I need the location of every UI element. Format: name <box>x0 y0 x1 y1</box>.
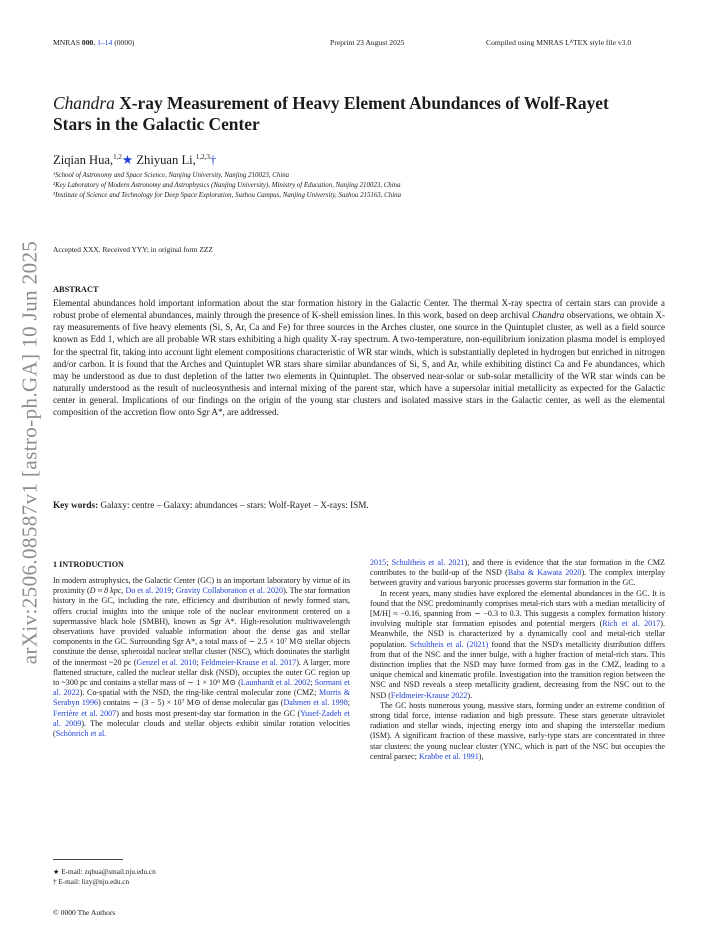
received-line: Accepted XXX. Received YYY; in original form ZZZ <box>53 245 213 254</box>
footnote-rule <box>53 859 123 860</box>
arxiv-stamp: arXiv:2506.08587v1 [astro-ph.GA] 10 Jun 2025 <box>17 240 42 665</box>
running-header-journal: MNRAS 000, 1–14 (0000) <box>53 38 135 47</box>
footnote-email-1: ★ E-mail: zqhua@smail.nju.edu.cn <box>53 868 156 876</box>
section-heading-introduction: 1 INTRODUCTION <box>53 560 124 569</box>
citation-link[interactable]: Morris & Serabyn 1996 <box>53 688 350 708</box>
running-header-style: Compiled using MNRAS LᴬTEX style file v3.0 <box>486 38 632 47</box>
citation-link[interactable]: Genzel et al. 2010 <box>136 657 197 667</box>
citation-link[interactable]: 2015 <box>370 558 387 567</box>
author-list: Ziqian Hua,$^{1,2}$★ Zhiyuan Li,$^{1,2,3}$† <box>53 152 217 167</box>
abstract-heading: ABSTRACT <box>53 285 99 294</box>
affiliation-1: ¹School of Astronomy and Space Science, Nanjing University, Nanjing 210023, China <box>53 172 290 179</box>
affiliation-3: ³Institute of Science and Technology for Deep Space Exploration, Suzhou Campus, Nanjing University, Suzhou 215163, China <box>53 192 402 199</box>
citation-link[interactable]: Dahmen et al. 1998 <box>283 698 348 708</box>
page-range-link[interactable]: 1–14 <box>97 38 113 47</box>
citation-link[interactable]: Rich et al. 2017 <box>602 619 661 629</box>
affiliation-2: ²Key Laboratory of Modern Astronomy and Astrophysics (Nanjing University), Ministry of Education, Nanjing 210023, China <box>53 182 401 189</box>
citation-link[interactable]: Schultheis et al. (2021) <box>409 639 489 649</box>
intro-column-left: In modern astrophysics, the Galactic Center (GC) is an important laboratory by virtue of its proximity (D ≈ 8 kpc, Do et al. 2019; Gravity Collaboration et al. 2020). The star formation history in the GC, including the rate, efficiency and distribution of newly formed stars, offers crucial insights into the unique role of the nuclear environment centered on a supermassive black hole (SMBH), known as Sgr A*. High-resolution multiwavelength observations have provided valuable information about the dense gas and stellar components in the GC. Surrounding Sgr A*, a total mass of ∼ 2.5 × 10⁷ M⊙ stellar objects constitute the dense, spheroidal nuclear stellar cluster (NSC), which dominates the starlight of the innermost ~20 pc (Genzel et al. 2010; Feldmeier-Krause et al. 2017). A larger, more flattened structure, called the nuclear stellar disk (NSD), occupies the outer GC region up to ~300 pc and contains a stellar mass of ∼ 1 × 10⁹ M⊙ (Launhardt et al. 2002; Sormani et al. 2022). Co-spatial with the NSD, the ring-like central molecular zone (CMZ; Morris & Serabyn 1996) contains ∼ (3 − 5) × 10⁷ M⊙ of dense molecular gas (Dahmen et al. 1998; Ferrière et al. 2007) and hosts most present-day star formation in the GC (Yusef-Zadeh et al. 2009). The molecular clouds and stellar objects exhibit similar rotation velocities (Schönrich et al. <box>53 576 351 739</box>
copyright-line: © 0000 The Authors <box>53 908 116 917</box>
citation-link[interactable]: Baba & Kawata 2020 <box>507 568 582 578</box>
citation-link[interactable]: Do et al. 2019 <box>125 586 172 596</box>
paper-title: Chandra X-ray Measurement of Heavy Element Abundances of Wolf-Rayet Stars in the Galactic Center <box>53 93 609 134</box>
citation-link[interactable]: Schönrich et al. <box>55 729 107 739</box>
citation-link[interactable]: Krabbe et al. 1991 <box>418 751 479 761</box>
citation-link[interactable]: Feldmeier-Krause et al. 2017 <box>201 657 297 667</box>
citation-link[interactable]: Yusef-Zadeh et al. 2009 <box>53 708 350 728</box>
running-header-date: Preprint 23 August 2025 <box>330 38 405 47</box>
corresponding-dagger-mark[interactable]: † <box>209 153 217 167</box>
citation-link[interactable]: Gravity Collaboration et al. 2020 <box>175 586 284 596</box>
citation-link[interactable]: Schultheis et al. 2021 <box>391 558 465 567</box>
citation-link[interactable]: Launhardt et al. 2002 <box>240 678 311 688</box>
footnote-email-2: † E-mail: lizy@nju.edu.cn <box>53 878 130 886</box>
citation-link[interactable]: Sormani et al. 2022 <box>53 678 350 698</box>
keywords: Key words: Galaxy: centre – Galaxy: abundances – stars: Wolf-Rayet – X-rays: ISM. <box>53 500 369 510</box>
abstract-body: Elemental abundances hold important information about the star formation history in the Galactic Center. The thermal X-ray spectra of certain stars can provide a robust probe of elemental abundances, mainly through the presence of K-shell emission lines. In this work, based on deep archival Chandra observations, we obtain X-ray measurements of five heavy elements (Si, S, Ar, Ca and Fe) for three sources in the Arches cluster, one source in the Quintuplet cluster, as well as a field source known as Edd 1, which are all probable WR stars exhibiting a high quality X-ray spectrum. A two-temperature, non-equilibrium ionization plasma model is employed for the spectral fit, taking into account light element compositions characteristic of WR star winds, which is substantially depleted in hydrogen but enriched in nitrogen and/or carbon. It is found that the Arches and Quintuplet WR stars share similar abundances of Si, S, and Ar, while exhibiting distinct Ca and Fe abundances, which may be understood as due to dust depletion of the latter two elements in Quintuplet. The observed near-solar or sub-solar metallicity of the WR star winds can be naturally understood as the result of nucleosynthesis and internal mixing of the parent star, which have a supersolar initial metallicity as expected for the Galactic center in general. Implications of our findings on the origin of the young star clusters and isolated massive stars in the Galactic center, as well as the elemental composition of the accretion flow onto Sgr A*, are addressed. <box>53 298 665 418</box>
intro-column-right: 2015; Schultheis et al. 2021), and there is evidence that the star formation in the CMZ contributes to the build-up of the NSD (Baba & Kawata 2020). The complex interplay between gravity and various baryonic processes governs star formation in the GC. In recent years, many studies have explored the elemental abundances in the GC. It is found that the NSC predominantly comprises metal-rich stars with a median metallicity of [M/H] ≈ −0.16, spanning from ∼ −0.3 to 0.3. This suggests a complex formation history involving multiple star formation episodes and potential mergers (Rich et al. 2017). Meanwhile, the NSD is characterized by a dynamically cool and metal-rich stellar population. Schultheis et al. (2021) found that the NSD's metallicity distribution differs from that of the NSC and the inner bulge, with a higher fraction of metal-rich stars. This distinction implies that the NSD may have formed from gas in the CMZ, leading to a unique chemical and kinematic profile. Investigation into the transition region between the NSC and NSD reveals a steep metallicity gradient, decreasing from the NSC out to the NSD (Feldmeier-Krause 2022). The GC hosts numerous young, massive stars, forming under an extreme condition of strong tidal force, intense radiation and high pressure. These stars generate ultraviolet radiation and stellar winds, injecting energy into and shaping the interstellar medium (ISM). A significant fraction of these massive, early-type stars are concentrated in three star clusters: the young nuclear cluster (YNC, which is part of the NSC but occupies the central parsec; Krabbe et al. 1991), <box>370 558 666 761</box>
citation-link[interactable]: Ferrière et al. 2007 <box>53 708 117 718</box>
corresponding-star-mark[interactable]: ★ <box>121 153 134 167</box>
citation-link[interactable]: Feldmeier-Krause 2022 <box>390 690 468 700</box>
